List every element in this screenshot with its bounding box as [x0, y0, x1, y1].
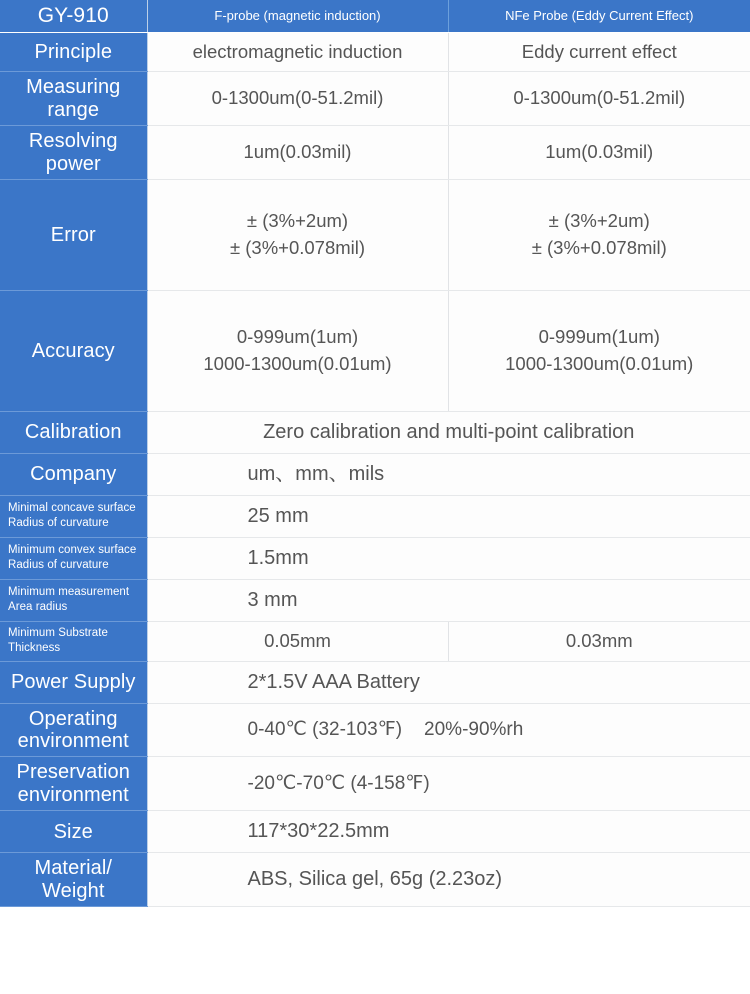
label-line-2: Substrate Thickness — [8, 627, 108, 655]
error-f-line-1: ± (3%+2um) — [246, 210, 349, 232]
row-label-power-supply: Power Supply — [0, 661, 147, 703]
company-value: um、mm、mils — [147, 453, 750, 495]
table-row-minimum-measurement-area-radius — [0, 579, 750, 621]
table-header-row — [0, 0, 750, 32]
table-row-minimum-substrate-thickness — [0, 621, 750, 661]
table-row-error — [0, 179, 750, 290]
label-line-1: Minimal concave surface — [8, 502, 136, 515]
table-row-preservation-environment — [0, 757, 750, 811]
accuracy-f-line-1: 0-999um(1um) — [236, 326, 359, 348]
error-f-value — [147, 179, 448, 290]
row-label-resolving-power — [0, 126, 147, 180]
table-row-accuracy — [0, 290, 750, 411]
principle-nfe-value: Eddy current effect — [448, 32, 750, 72]
label-line-2: environment — [17, 730, 129, 753]
f-probe-subtitle: (magnetic induction) — [263, 8, 381, 24]
label-line-1: Preservation — [16, 761, 130, 784]
table-row-company — [0, 453, 750, 495]
operating-environment-value — [147, 703, 750, 757]
label-line-2: range — [47, 98, 100, 121]
resolving-power-nfe-value: 1um(0.03mil) — [448, 126, 750, 180]
size-value: 117*30*22.5mm — [147, 811, 750, 853]
accuracy-nfe-value — [448, 290, 750, 411]
table-row-resolving-power — [0, 126, 750, 180]
accuracy-f-value — [147, 290, 448, 411]
table-row-principle — [0, 32, 750, 72]
table-row-minimal-concave-surface-radius — [0, 495, 750, 537]
table-row-measuring-range — [0, 72, 750, 126]
label-line-2: environment — [17, 783, 129, 806]
accuracy-nfe-line-1: 0-999um(1um) — [538, 326, 660, 348]
table-row-size — [0, 811, 750, 853]
label-line-1: Material/ — [34, 857, 113, 880]
row-label-minimal-concave-surface-radius — [0, 495, 147, 537]
label-line-1: Resolving — [28, 130, 118, 153]
minimal-concave-surface-radius-value: 25 mm — [147, 495, 750, 537]
row-label-minimum-measurement-area-radius — [0, 579, 147, 621]
row-label-material-weight — [0, 853, 147, 907]
f-probe-name: F-probe — [214, 8, 260, 24]
model-label: GY-910 — [0, 0, 147, 32]
column-header-nfe-probe — [448, 0, 750, 32]
label-line-2: Area radius — [8, 601, 68, 614]
operating-temperature-range: 0-40℃ (32-103℉) — [247, 719, 403, 741]
nfe-probe-name: NFe Probe — [505, 8, 568, 24]
row-label-principle: Principle — [0, 32, 147, 72]
table-row-material-weight — [0, 853, 750, 907]
calibration-value: Zero calibration and multi-point calibration — [147, 411, 750, 453]
row-label-preservation-environment — [0, 757, 147, 811]
minimum-substrate-thickness-nfe-value: 0.03mm — [448, 621, 750, 661]
resolving-power-f-value: 1um(0.03mil) — [147, 126, 448, 180]
error-nfe-line-1: ± (3%+2um) — [548, 210, 650, 232]
row-label-error: Error — [0, 179, 147, 290]
label-line-2: Weight — [42, 879, 105, 902]
row-label-minimum-convex-surface-radius — [0, 537, 147, 579]
error-nfe-value — [448, 179, 750, 290]
label-line-2: power — [45, 152, 101, 175]
row-label-operating-environment — [0, 703, 147, 757]
error-nfe-line-2: ± (3%+0.078mil) — [531, 236, 667, 258]
row-label-measuring-range — [0, 72, 147, 126]
label-line-1: Minimum measurement — [8, 586, 130, 599]
minimum-convex-surface-radius-value: 1.5mm — [147, 537, 750, 579]
column-header-f-probe — [147, 0, 448, 32]
accuracy-f-line-2: 1000-1300um(0.01um) — [203, 352, 392, 374]
label-line-1: Minimum — [8, 627, 55, 640]
nfe-probe-subtitle: (Eddy Current Effect) — [571, 8, 694, 24]
label-line-1: Minimum convex surface — [8, 544, 137, 557]
row-label-company: Company — [0, 453, 147, 495]
operating-humidity-range: 20%-90%rh — [424, 719, 524, 741]
table-row-power-supply — [0, 661, 750, 703]
power-supply-value: 2*1.5V AAA Battery — [147, 661, 750, 703]
table-row-calibration — [0, 411, 750, 453]
label-line-1: Measuring — [26, 76, 121, 99]
minimum-measurement-area-radius-value: 3 mm — [147, 579, 750, 621]
row-label-accuracy: Accuracy — [0, 290, 147, 411]
principle-f-value: electromagnetic induction — [147, 32, 448, 72]
measuring-range-nfe-value: 0-1300um(0-51.2mil) — [448, 72, 750, 126]
label-line-1: Operating — [28, 707, 118, 730]
table-row-operating-environment — [0, 703, 750, 757]
label-line-2: Radius of curvature — [8, 559, 109, 572]
preservation-environment-value: -20℃-70℃ (4-158℉) — [147, 757, 750, 811]
material-weight-value: ABS, Silica gel, 65g (2.23oz) — [147, 853, 750, 907]
accuracy-nfe-line-2: 1000-1300um(0.01um) — [505, 352, 694, 374]
table-row-minimum-convex-surface-radius — [0, 537, 750, 579]
minimum-substrate-thickness-f-value: 0.05mm — [147, 621, 448, 661]
row-label-calibration: Calibration — [0, 411, 147, 453]
label-line-2: Radius of curvature — [8, 517, 109, 530]
row-label-size: Size — [0, 811, 147, 853]
row-label-minimum-substrate-thickness — [0, 621, 147, 661]
error-f-line-2: ± (3%+0.078mil) — [229, 236, 366, 258]
measuring-range-f-value: 0-1300um(0-51.2mil) — [147, 72, 448, 126]
